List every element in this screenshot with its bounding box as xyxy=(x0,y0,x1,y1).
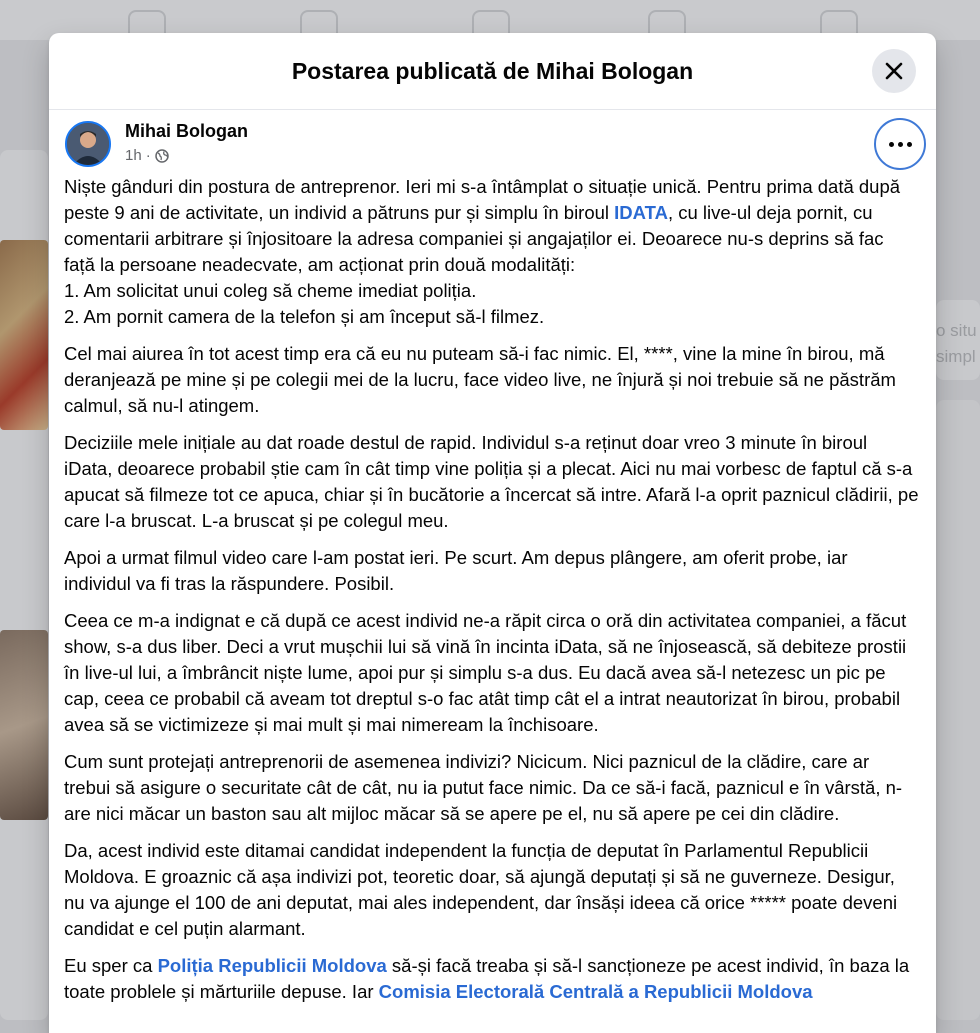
author-name[interactable]: Mihai Bologan xyxy=(125,121,248,141)
post-paragraph: Ceea ce m-a indignat e că după ce acest individ ne-a răpit circa o oră din activitatea companiei, a făcut show, s-a dus liber. Deci a vrut mușchii lui să vină în incinta iData, să ne înjosească, să debiteze prostii în live-ul lui, a îmbrâncit niște lume, apoi pur și simplu s-a dus. Eu dacă avea să-l netezesc un pic pe cap, ceea ce probabil că aveam tot dreptul s-o fac atât timp cât el a intrat neautorizat în birou, probabil avea să se victimizeze și mai mult și mai nimeream la închisoare. xyxy=(64,610,907,735)
more-dots-icon xyxy=(907,142,912,147)
background-text: o situ xyxy=(936,321,977,340)
globe-icon xyxy=(155,149,169,163)
paragraph-text: , cu live-ul deja pornit, cu comentarii arbitrare și înjositoare la adresa companiei și angajaților ei. Deoarece nu-s deprins să fac față la persoane neadecvate, am acționat prin două modalități: xyxy=(64,202,884,275)
post-paragraph: Da, acest individ este ditamai candidat independent la funcția de deputat în Parlamentul Republicii Moldova. E groaznic că așa indivizi pot, teoretic doar, să ajungă deputați și să ne guverneze. Desigur, nu va ajunge el 100 de ani deputat, mai ales independent, dar însăși ideea că orice ***** poate deveni candidat e cel puțin alarmant. xyxy=(64,840,898,939)
politia-link[interactable]: Poliția Republicii Moldova xyxy=(157,955,387,976)
author-avatar[interactable] xyxy=(65,121,111,167)
post-paragraph: Deciziile mele inițiale au dat roade destul de rapid. Individul s-a reținut doar vreo 3 minute în biroul iData, deoarece probabil știe cam în cât timp vine poliția și a plecat. Aici nu mai vorbesc de faptul că s-a apucat să filmeze tot ce apuca, chiar și în bucătorie a încercat să intre. Afară l-a oprit paznicul clădirii, pe care l-a bruscat. L-a bruscat și pe colegul meu. xyxy=(64,432,919,531)
meta-separator: · xyxy=(145,147,151,164)
background-photo xyxy=(0,240,48,430)
background-photo xyxy=(0,630,48,820)
post-paragraph: Cum sunt protejați antreprenorii de asemenea indivizi? Nicicum. Nici paznicul de la clădire, care ar trebui să asigure o securitate cât de cât, nu ia putut face nimic. Da ce să-i facă, paznicul e în vârstă, n-are nici măcar un baston sau alt mijloc măcar să se apere pe el, nu să apere pe cei din clădire. xyxy=(64,751,903,824)
post-paragraph xyxy=(64,174,919,330)
modal-title: Postarea publicată de Mihai Bologan xyxy=(291,57,694,84)
more-dots-icon xyxy=(889,142,894,147)
more-options-button[interactable] xyxy=(874,118,926,170)
more-dots-icon xyxy=(898,142,903,147)
post-paragraph xyxy=(64,953,919,1005)
avatar-photo xyxy=(67,123,109,165)
background-card-right xyxy=(936,400,980,1020)
post-paragraph: Cel mai aiurea în tot acest timp era că eu nu puteam să-i fac nimic. El, ****, vine la mine în birou, mă deranjează pe mine și pe colegii mei de la lucru, face video live, ne înjură și noi trebuie să ne păstrăm calmul, să nu-l atingem. xyxy=(64,343,896,416)
list-item: 1. Am solicitat unui coleg să cheme imediat poliția. xyxy=(64,280,477,301)
list-item: 2. Am pornit camera de la telefon și am început să-l filmez. xyxy=(64,306,545,327)
post-meta xyxy=(125,147,169,164)
background-text: simpl xyxy=(936,347,976,366)
post-body xyxy=(64,174,919,1016)
post-paragraph: Apoi a urmat filmul video care l-am postat ieri. Pe scurt. Am depus plângere, am oferit probe, iar individul va fi tras la răspundere. Posibil. xyxy=(64,547,848,594)
paragraph-text: Eu sper ca xyxy=(64,955,158,976)
post-modal xyxy=(49,33,936,1033)
idata-link[interactable]: IDATA xyxy=(614,202,668,223)
paragraph-text: Niște gânduri din postura de antreprenor. Ieri mi s-a întâmplat o situație unică. Pentru prima dată după peste 9 ani de activitate, un individ a pătruns pur și simplu în biroul xyxy=(64,176,901,223)
close-button[interactable] xyxy=(872,49,916,93)
cec-link[interactable]: Comisia Electorală Centrală a Republicii Moldova xyxy=(378,981,813,1002)
modal-header xyxy=(49,33,936,110)
paragraph-text: să-și facă treaba și să-l sancționeze pe acest individ, în baza la toate problele și mărturiile depuse. Iar xyxy=(64,955,910,1002)
post-time[interactable]: 1h xyxy=(125,147,142,164)
close-icon xyxy=(884,61,904,81)
